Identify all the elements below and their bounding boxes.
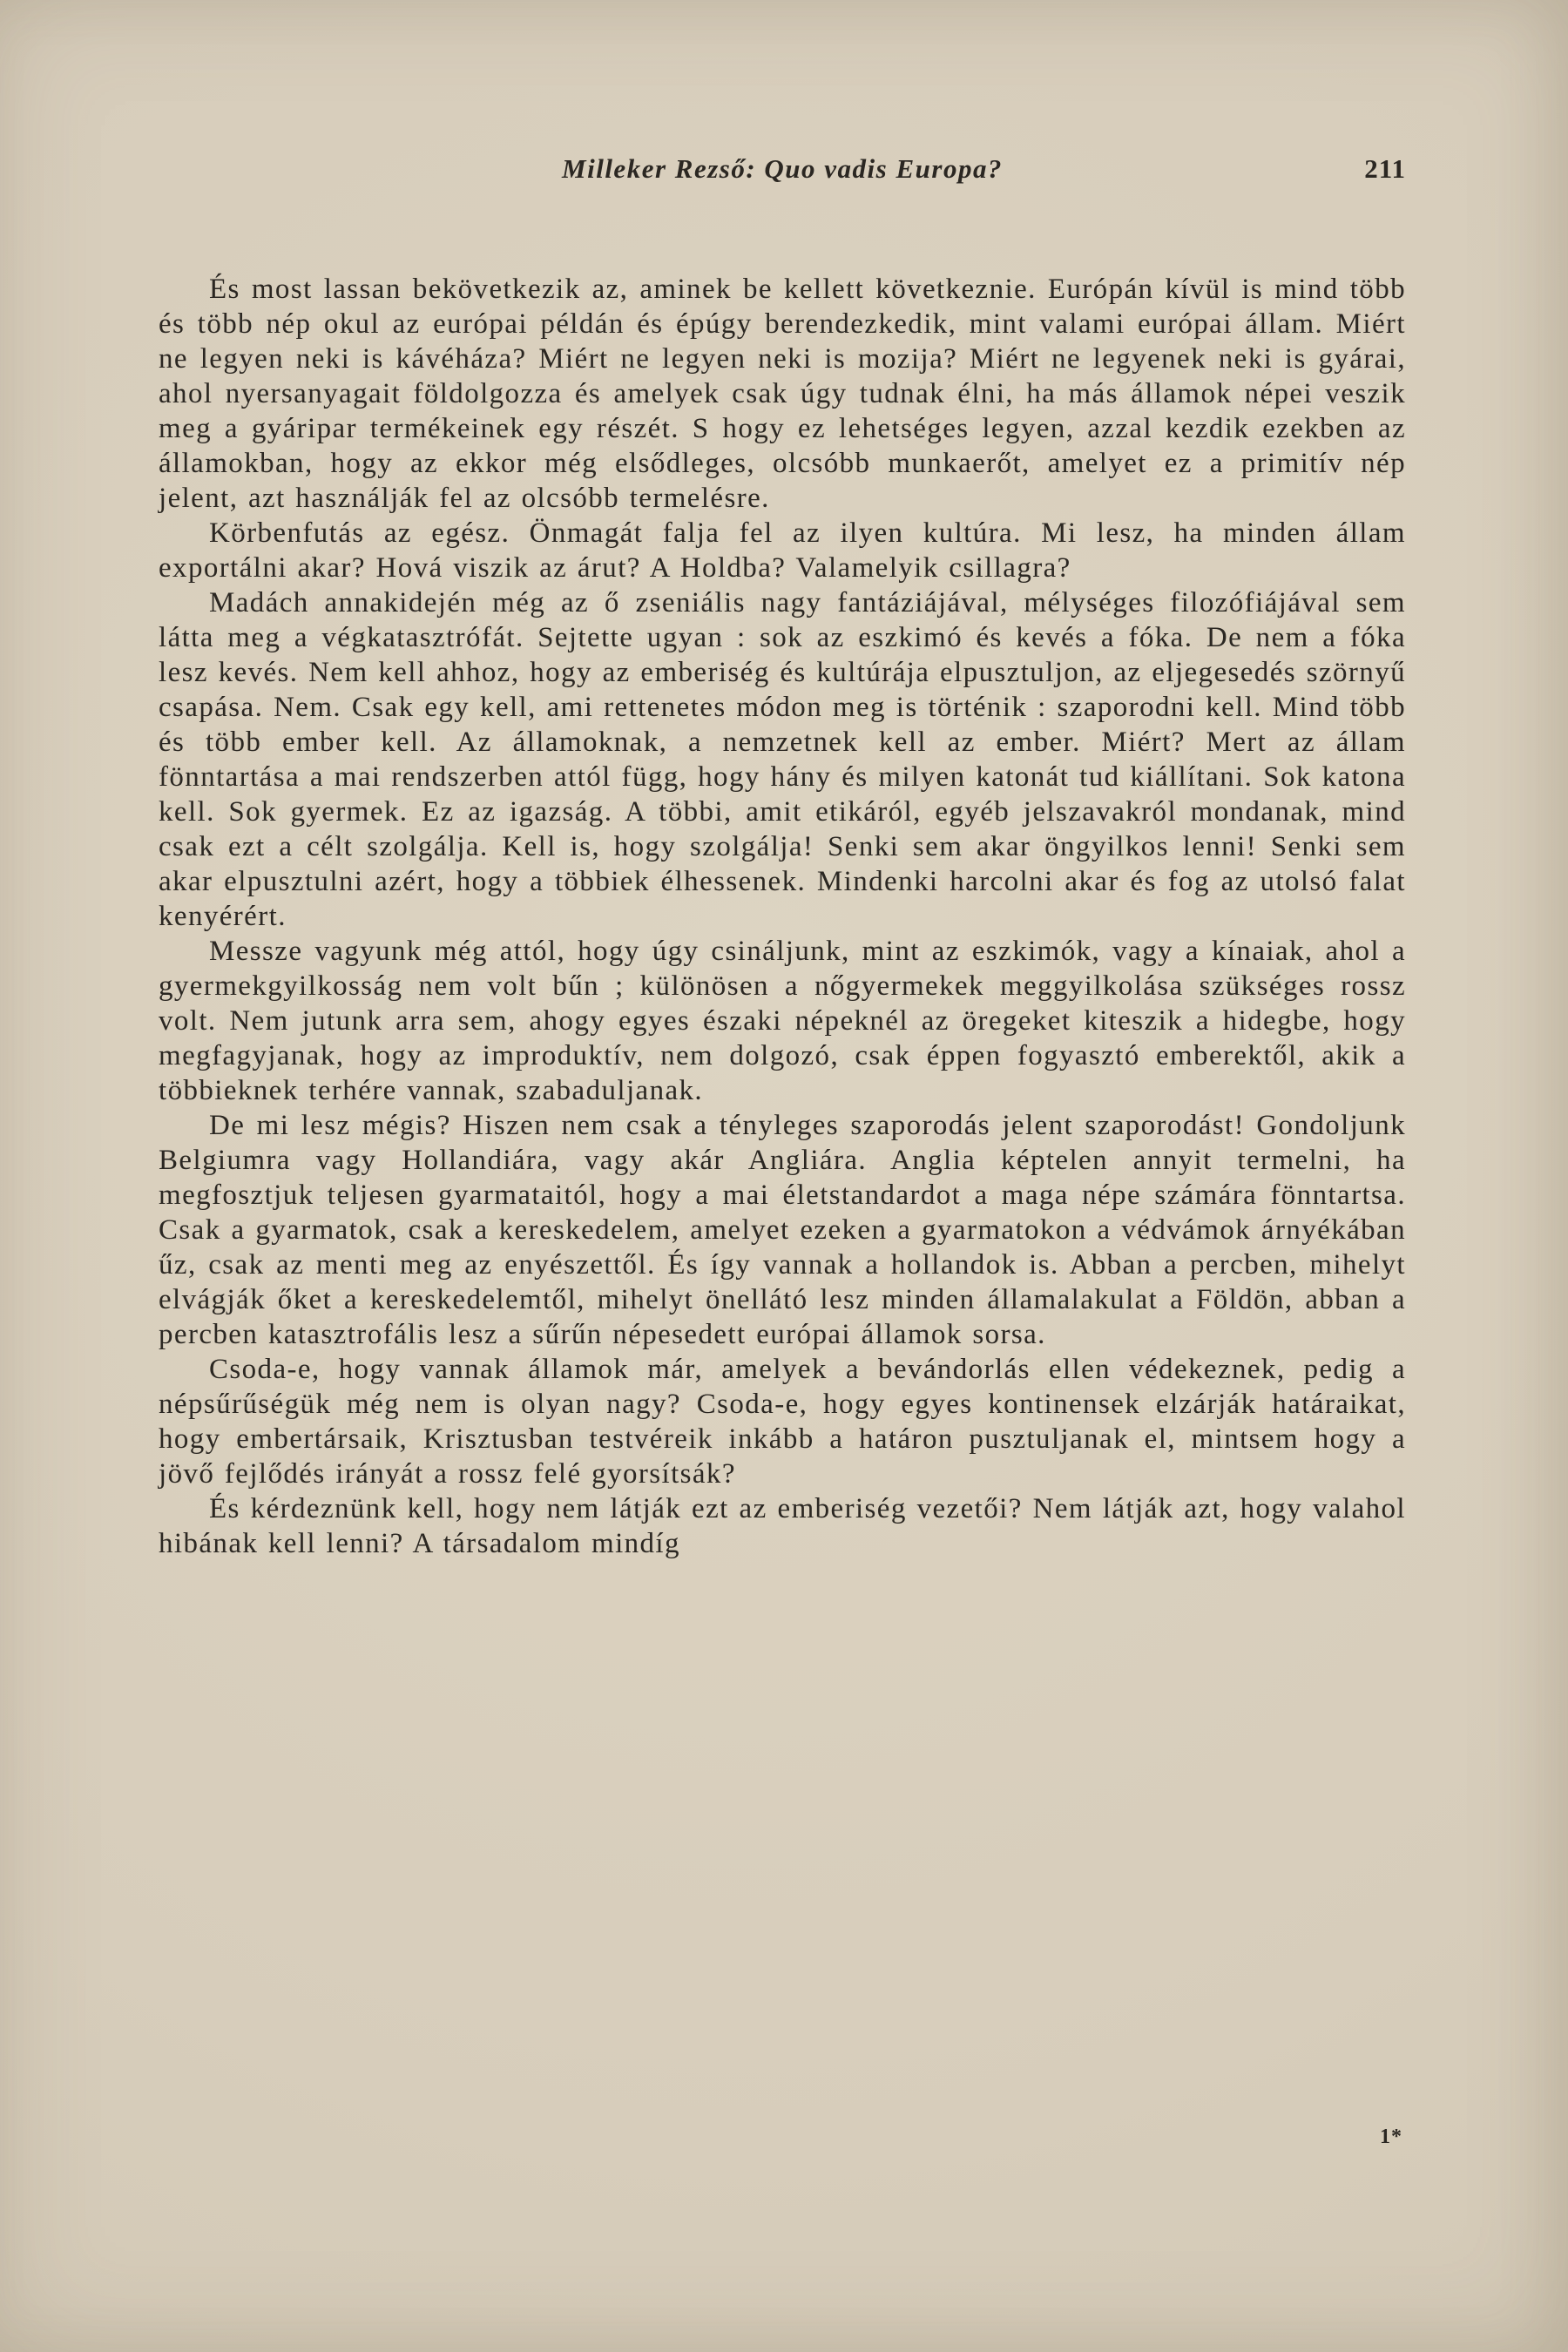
paragraph: Messze vagyunk még attól, hogy úgy csináljunk, mint az eszkimók, vagy a kínaiak, ahol a gyermekgyilkosság nem volt bűn ; különösen a nőgyermekek meggyilkolása szükséges rossz volt. Nem jutunk arra sem, ahogy egyes északi népeknél az öregeket kiteszik a hidegbe, hogy megfagyjanak, hogy az improduktív, nem dolgozó, csak éppen fogyasztó emberektől, akik a többieknek terhére vannak, szabaduljanak. (159, 936, 1406, 1106)
footnote-signature-mark: 1* (1380, 2126, 1402, 2148)
running-header (159, 150, 1406, 188)
paragraph: Körbenfutás az egész. Önmagát falja fel az ilyen kultúra. Mi lesz, ha minden állam exportálni akar? Hová viszik az árut? A Holdba? Valamelyik csillagra? (159, 517, 1406, 584)
paragraph: És most lassan bekövetkezik az, aminek be kellett következnie. Európán kívül is mind több és több nép okul az európai példán és épúgy berendezkedik, mint valami európai állam. Miért ne legyen neki is kávéháza? Miért ne legyen neki is mozija? Miért ne legyenek neki is gyárai, ahol nyersanyagait földolgozza és amelyek csak úgy tudnak élni, ha más államok népei veszik meg a gyáripar termékeinek egy részét. S hogy ez lehetséges legyen, azzal kezdik ezekben az államokban, hogy az ekkor még elsődleges, olcsóbb munkaerőt, amelyet ez a primitív nép jelent, azt használják fel az olcsóbb termelésre. (159, 274, 1406, 514)
page-number: 211 (1364, 153, 1406, 184)
paragraph: Madách annakidején még az ő zseniális nagy fantáziájával, mélységes filozófiájával sem látta meg a végkatasztrófát. Sejtette ugyan : sok az eszkimó és kevés a fóka. De nem a fóka lesz kevés. Nem kell ahhoz, hogy az emberiség és kultúrája elpusztuljon, az eljegesedés szörnyű csapása. Nem. Csak egy kell, ami rettenetes módon meg is történik : szaporodni kell. Mind több és több ember kell. Az államoknak, a nemzetnek kell az ember. Miért? Mert az állam fönntartása a mai rendszerben attól függ, hogy hány és milyen katonát tud kiállítani. Sok katona kell. Sok gyermek. Ez az igazság. A többi, amit etikáról, egyéb jelszavakról mondanak, mind csak ezt a célt szolgálja. Kell is, hogy szolgálja! Senki sem akar öngyilkos lenni! Senki sem akar elpusztulni azért, hogy a többiek élhessenek. Mindenki harcolni akar és fog az utolsó falat kenyérért. (159, 587, 1406, 932)
header-title: Milleker Rezső: Quo vadis Europa? (562, 153, 1003, 184)
paragraph: De mi lesz mégis? Hiszen nem csak a tényleges szaporodás jelent szaporodást! Gondoljunk Belgiumra vagy Hollandiára, vagy akár Angliára. Anglia képtelen annyit termelni, ha megfosztjuk teljesen gyarmataitól, hogy a mai életstandardot a maga népe számára fönntartsa. Csak a gyarmatok, csak a kereskedelem, amelyet ezeken a gyarmatokon a védvámok árnyékában űz, csak az menti meg az enyészettől. És így vannak a hollandok is. Abban a percben, mihelyt elvágják őket a kereskedelemtől, mihelyt önellátó lesz minden államalakulat a Földön, abban a percben katasztrofális lesz a sűrűn népesedett európai államok sorsa. (159, 1110, 1406, 1350)
paragraph: Csoda-e, hogy vannak államok már, amelyek a bevándorlás ellen védekeznek, pedig a népsűrűségük még nem is olyan nagy? Csoda-e, hogy egyes kontinensek elzárják határaikat, hogy embertársaik, Krisztusban testvéreik inkább a határon pusztuljanak el, mintsem hogy a jövő fejlődés irányát a rossz felé gyorsítsák? (159, 1354, 1406, 1490)
text-block (159, 272, 1406, 1561)
paragraph: És kérdeznünk kell, hogy nem látják ezt az emberiség vezetői? Nem látják azt, hogy valahol hibának kell lenni? A társadalom mindíg (159, 1493, 1406, 1559)
